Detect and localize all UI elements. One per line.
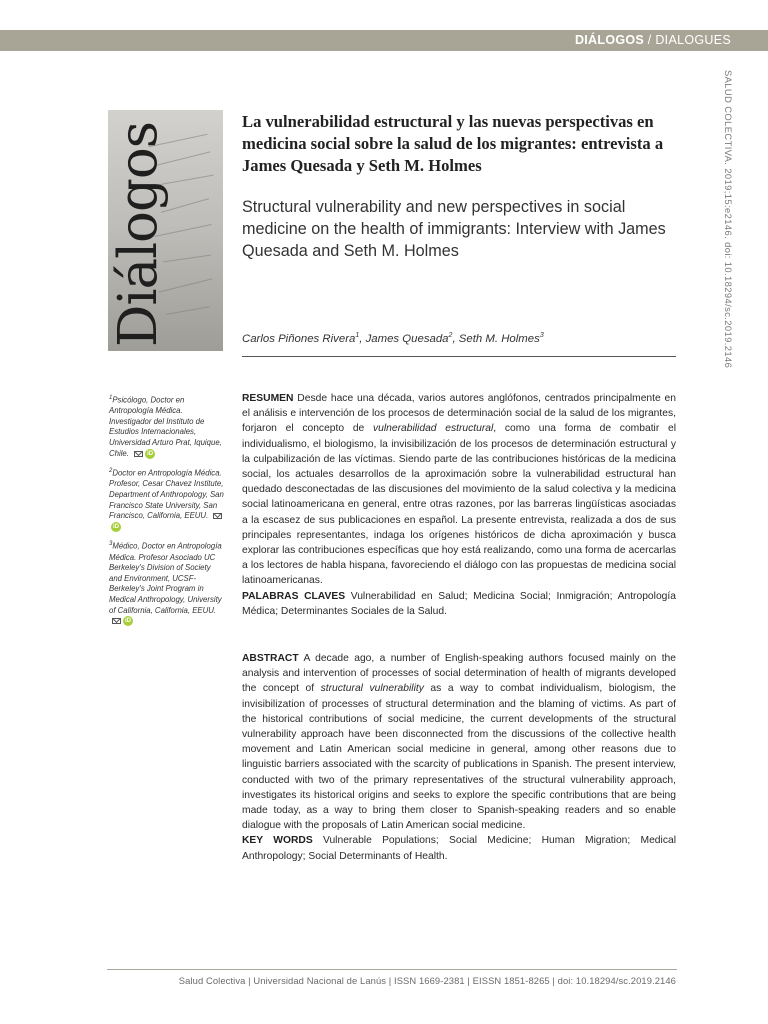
section-label <box>575 33 731 47</box>
keywords-label-en: KEY WORDS <box>242 835 313 847</box>
article-title-en: Structural vulnerability and new perspectives in social medicine on the health of immigrants: Interview with James Quesada and Seth M. Holmes <box>242 198 666 260</box>
resumen-block <box>242 391 676 619</box>
section-photo <box>108 110 223 351</box>
note-sup: 2 <box>109 468 113 475</box>
article-title-es: La vulnerabilidad estructural y las nuevas perspectivas en medicina social sobre la salud de los migrantes: entrevista a James Quesada y Seth M. Holmes <box>242 112 664 175</box>
author-sup: 1 <box>355 332 360 339</box>
author-name: Carlos Piñones Rivera <box>242 332 356 345</box>
resumen-text: Desde hace una década, varios autores anglófonos, centrados principalmente en el análisis e intervención de los procesos de determinación social de la salud de los migrantes, forjaron el concepto de <box>242 393 676 435</box>
orcid-icon[interactable]: iD <box>147 450 154 457</box>
resumen-keywords <box>242 589 676 619</box>
section-header-bar <box>0 30 768 51</box>
email-icon[interactable] <box>213 513 222 519</box>
email-icon[interactable] <box>112 618 121 624</box>
note-sup: 3 <box>109 541 113 548</box>
keywords-label-es: PALABRAS CLAVES <box>242 590 346 602</box>
section-photo-title: Diálogos <box>108 122 169 347</box>
resumen-label: RESUMEN <box>242 393 294 404</box>
note-text: Psicólogo, Doctor en Antropología Médica. Investigador del Instituto de Estudios Internacionales, Universidad Arturo Prat, Iquique, Chile. <box>109 395 222 458</box>
abstract-paragraph <box>242 651 676 833</box>
note-sup: 1 <box>109 395 113 401</box>
section-label-en: DIALOGUES <box>655 33 731 47</box>
page-footer: Salud Colectiva | Universidad Nacional de Lanús | ISSN 1669-2381 | EISSN 1851-8265 | doi: 10.18294/sc.2019.2146 <box>178 975 676 986</box>
author-list: Carlos Piñones Rivera$^1$, James Quesada$^2$, Seth M. Holmes$^3$ <box>242 332 544 345</box>
affiliation-note <box>109 539 225 626</box>
orcid-icon[interactable]: iD <box>113 523 119 530</box>
footer-divider <box>107 969 677 970</box>
author-name: James Quesada <box>365 332 449 345</box>
affiliation-notes <box>109 393 225 634</box>
affiliation-note <box>109 393 225 459</box>
abstract-block <box>242 651 676 864</box>
abstract-text: A decade ago, a number of English-speaking authors focused mainly on the analysis and intervention of processes of social determination of health of migrants developed the concept of <box>242 653 677 695</box>
abstract-italic: structural vulnerability <box>320 683 424 695</box>
note-text: Médico, Doctor en Antropología Médica. Profesor Asociado UC Berkeley's Division of Society and Environment, UCSF-Berkeley's Joint Program in Medical Anthropology, University of California, California, EEUU. <box>109 542 222 615</box>
authors-divider <box>242 356 676 357</box>
affiliation-note <box>109 466 225 532</box>
author-sup: 2 <box>448 332 453 339</box>
section-separator: / <box>644 33 656 47</box>
vertical-citation: SALUD COLECTIVA. 2019;15:e2146. doi: 10.18294/sc.2019.2146 <box>723 70 734 369</box>
resumen-italic: vulnerabilidad estructural <box>372 423 494 435</box>
note-text: Doctor en Antropología Médica. Profesor, Cesar Chavez Institute, Department of Anthropology, San Francisco State University, San Francisco, California, EEUU. <box>109 468 224 521</box>
resumen-paragraph <box>242 391 676 589</box>
abstract-label: ABSTRACT <box>242 653 299 664</box>
section-label-es: DIÁLOGOS <box>574 33 645 47</box>
author-name: Seth M. Holmes <box>458 332 540 345</box>
orcid-icon[interactable]: iD <box>125 618 131 625</box>
abstract-text-cont: as a way to combat individualism, biologism, the invisibilization of processes of structural determination and the blaming of victims. As part of the historical contributions of social medicine, the current developments of the structural vulnerability approach have been disconnected from the discussions of the collective health movement and Latin American social medicine in general, among other reasons due to linguistic barriers associated with the scarcity of publications in Spanish. The present interview, conducted with two of the primary representatives of the structural vulnerability approach, investigates its historical origins and seeks to explore the specific contributions that are being made today, as a way to bring them closer to Spanish-speaking readers and so enable dialogue with the proposals of Latin American social medicine. <box>242 683 676 832</box>
email-icon[interactable] <box>134 451 143 457</box>
keywords-en: Vulnerable Populations; Social Medicine; Human Migration; Medical Anthropology; Social Determinants of Health. <box>242 835 676 862</box>
author-sup: 3 <box>539 332 544 339</box>
resumen-text-cont: , como una forma de combatir el individualismo, el biologismo, la invisibilización de los procesos de determinación estructural y la culpabilización de las víctimas. Siendo parte de las contribuciones históricas de la medicina social, los actuales desarrollos de la aproximación sobre la vulnerabilidad estructural han quedado desconectadas de las discusiones del movimiento de la salud colectiva y la medicina social latinoamericana en general, entre otras razones, por las barreras lingüísticas asociadas a la escasez de sus publicaciones en español. La presente entrevista, realizada a dos de sus principales representantes, indaga los orígenes históricos de dicha aproximación y busca explorar las contribuciones específicas que hoy está realizando, como una forma de acercarlas a los lectores de habla hispana, favoreciendo el diálogo con las propuestas de medicina social latinoamericanas. <box>242 423 676 587</box>
abstract-keywords <box>242 833 676 863</box>
keywords-es: Vulnerabilidad en Salud; Medicina Social; Inmigración; Antropología Médica; Determinantes Sociales de la Salud. <box>242 590 676 617</box>
